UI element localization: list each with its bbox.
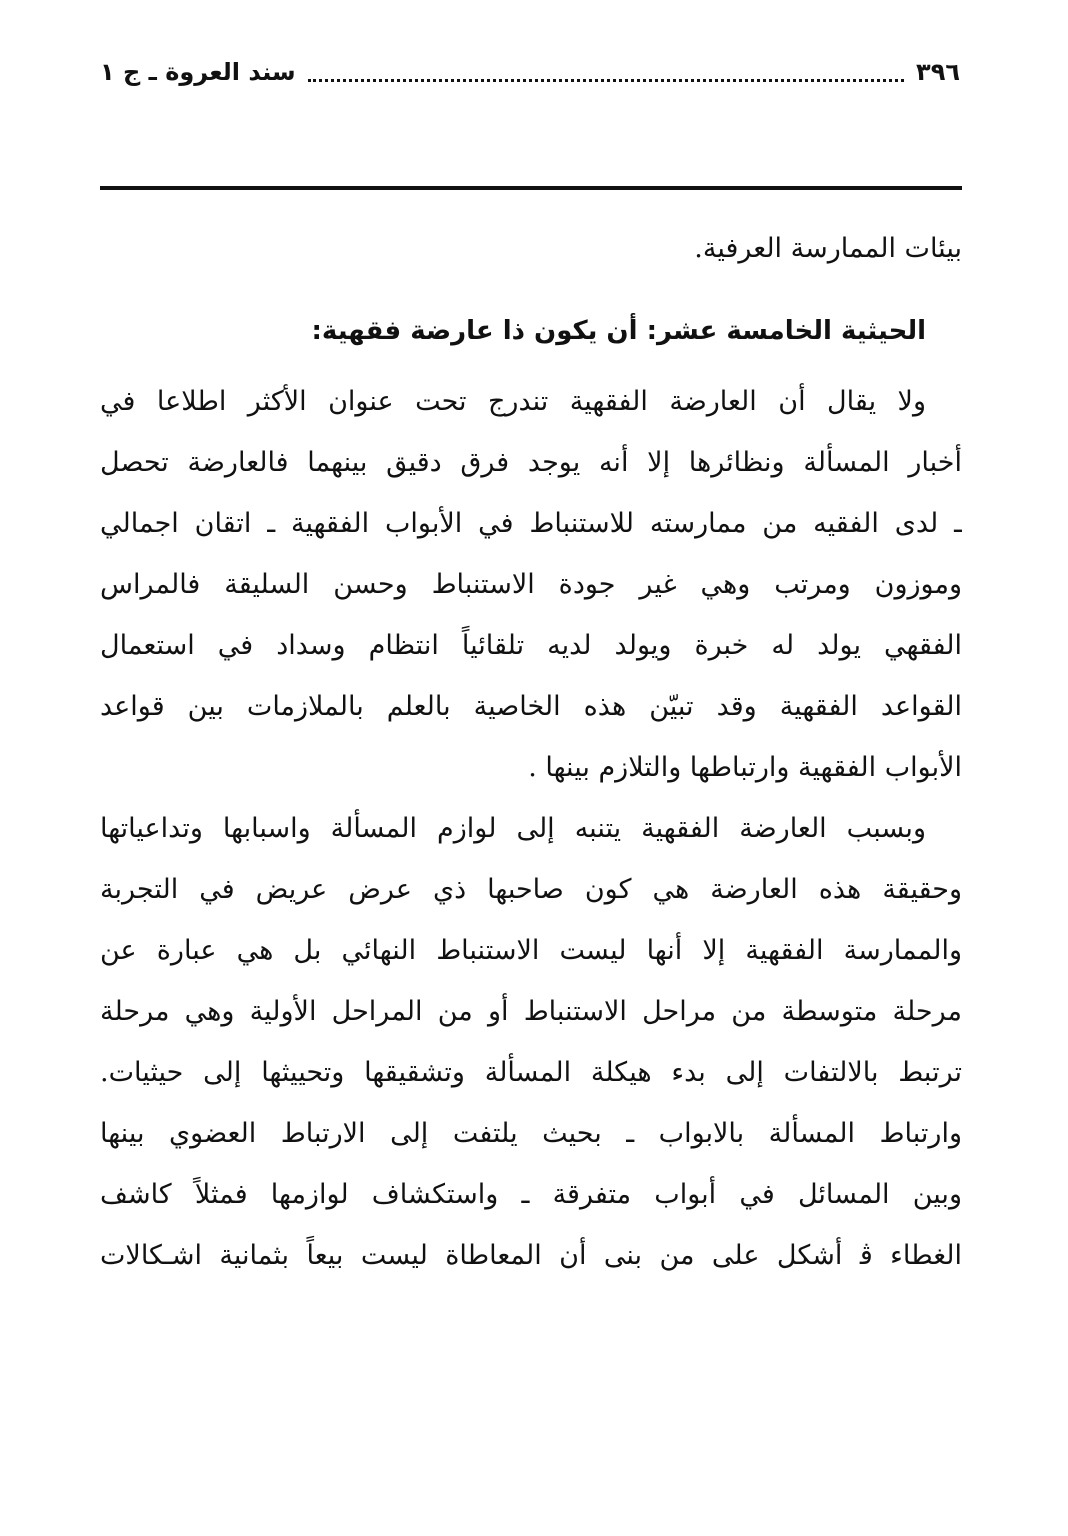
paragraph2-line: وارتباط المسألة بالابواب ـ بحيث يلتفت إلى الارتباط العضوي بينها bbox=[100, 1118, 962, 1149]
paragraph1-line: الأبواب الفقهية وارتباطها والتلازم بينها . bbox=[528, 752, 962, 783]
paragraph2-line: والممارسة الفقهية إلا أنها ليست الاستنباط النهائي بل هي عبارة عن bbox=[100, 935, 962, 966]
paragraph2-line: مرحلة متوسطة من مراحل الاستنباط أو من المراحل الأولية وهي مرحلة bbox=[100, 996, 962, 1027]
paragraph1-line: أخبار المسألة ونظائرها إلا أنه يوجد فرق دقيق بينهما فالعارضة تحصل bbox=[100, 447, 962, 478]
page-header bbox=[100, 50, 960, 94]
paragraph2-line: وبين المسائل في أبواب متفرقة ـ واستكشاف لوازمها فمثلاً كاشف bbox=[100, 1179, 962, 1210]
paragraph1-line: ـ لدى الفقيه من ممارسته للاستنباط في الأبواب الفقهية ـ اتقان اجمالي bbox=[100, 508, 962, 539]
paragraph2-line: وحقيقة هذه العارضة هي كون صاحبها ذي عرض عريض في التجربة bbox=[100, 874, 962, 905]
running-title: سند العروة ـ ج ١ bbox=[100, 58, 296, 86]
paragraph1-line: ولا يقال أن العارضة الفقهية تندرج تحت عنوان الأكثر اطلاعا في bbox=[100, 386, 926, 417]
body-text bbox=[100, 218, 962, 1286]
spacer bbox=[100, 279, 962, 291]
section-heading: الحيثية الخامسة عشر: أن يكون ذا عارضة فقهية: bbox=[311, 316, 926, 346]
paragraph2-line: وبسبب العارضة الفقهية يتنبه إلى لوازم المسألة واسبابها وتداعياتها bbox=[100, 813, 926, 844]
header-dot-leader bbox=[308, 79, 904, 82]
header-divider bbox=[100, 186, 962, 190]
paragraph1-line: القواعد الفقهية وقد تبيّن هذه الخاصية بالعلم بالملازمات بين قواعد bbox=[100, 691, 962, 722]
paragraph1-line: الفقهي يولد له خبرة ويولد لديه تلقائياً انتظام وسداد في استعمال bbox=[100, 630, 962, 661]
paragraph1-line: وموزون ومرتب وهي غير جودة الاستنباط وحسن السليقة فالمراس bbox=[100, 569, 962, 600]
page-number: ٣٩٦ bbox=[916, 58, 960, 86]
paragraph2-line: ترتبط بالالتفات إلى بدء هيكلة المسألة وتشقيقها وتحييثها إلى حيثيات. bbox=[100, 1057, 962, 1088]
paragraph2-line: الغطاء ﭬ أشكل على من بنى أن المعاطاة ليست بيعاً بثمانية اشـكالات bbox=[100, 1240, 962, 1271]
intro-line: بيئات الممارسة العرفية. bbox=[694, 233, 962, 264]
